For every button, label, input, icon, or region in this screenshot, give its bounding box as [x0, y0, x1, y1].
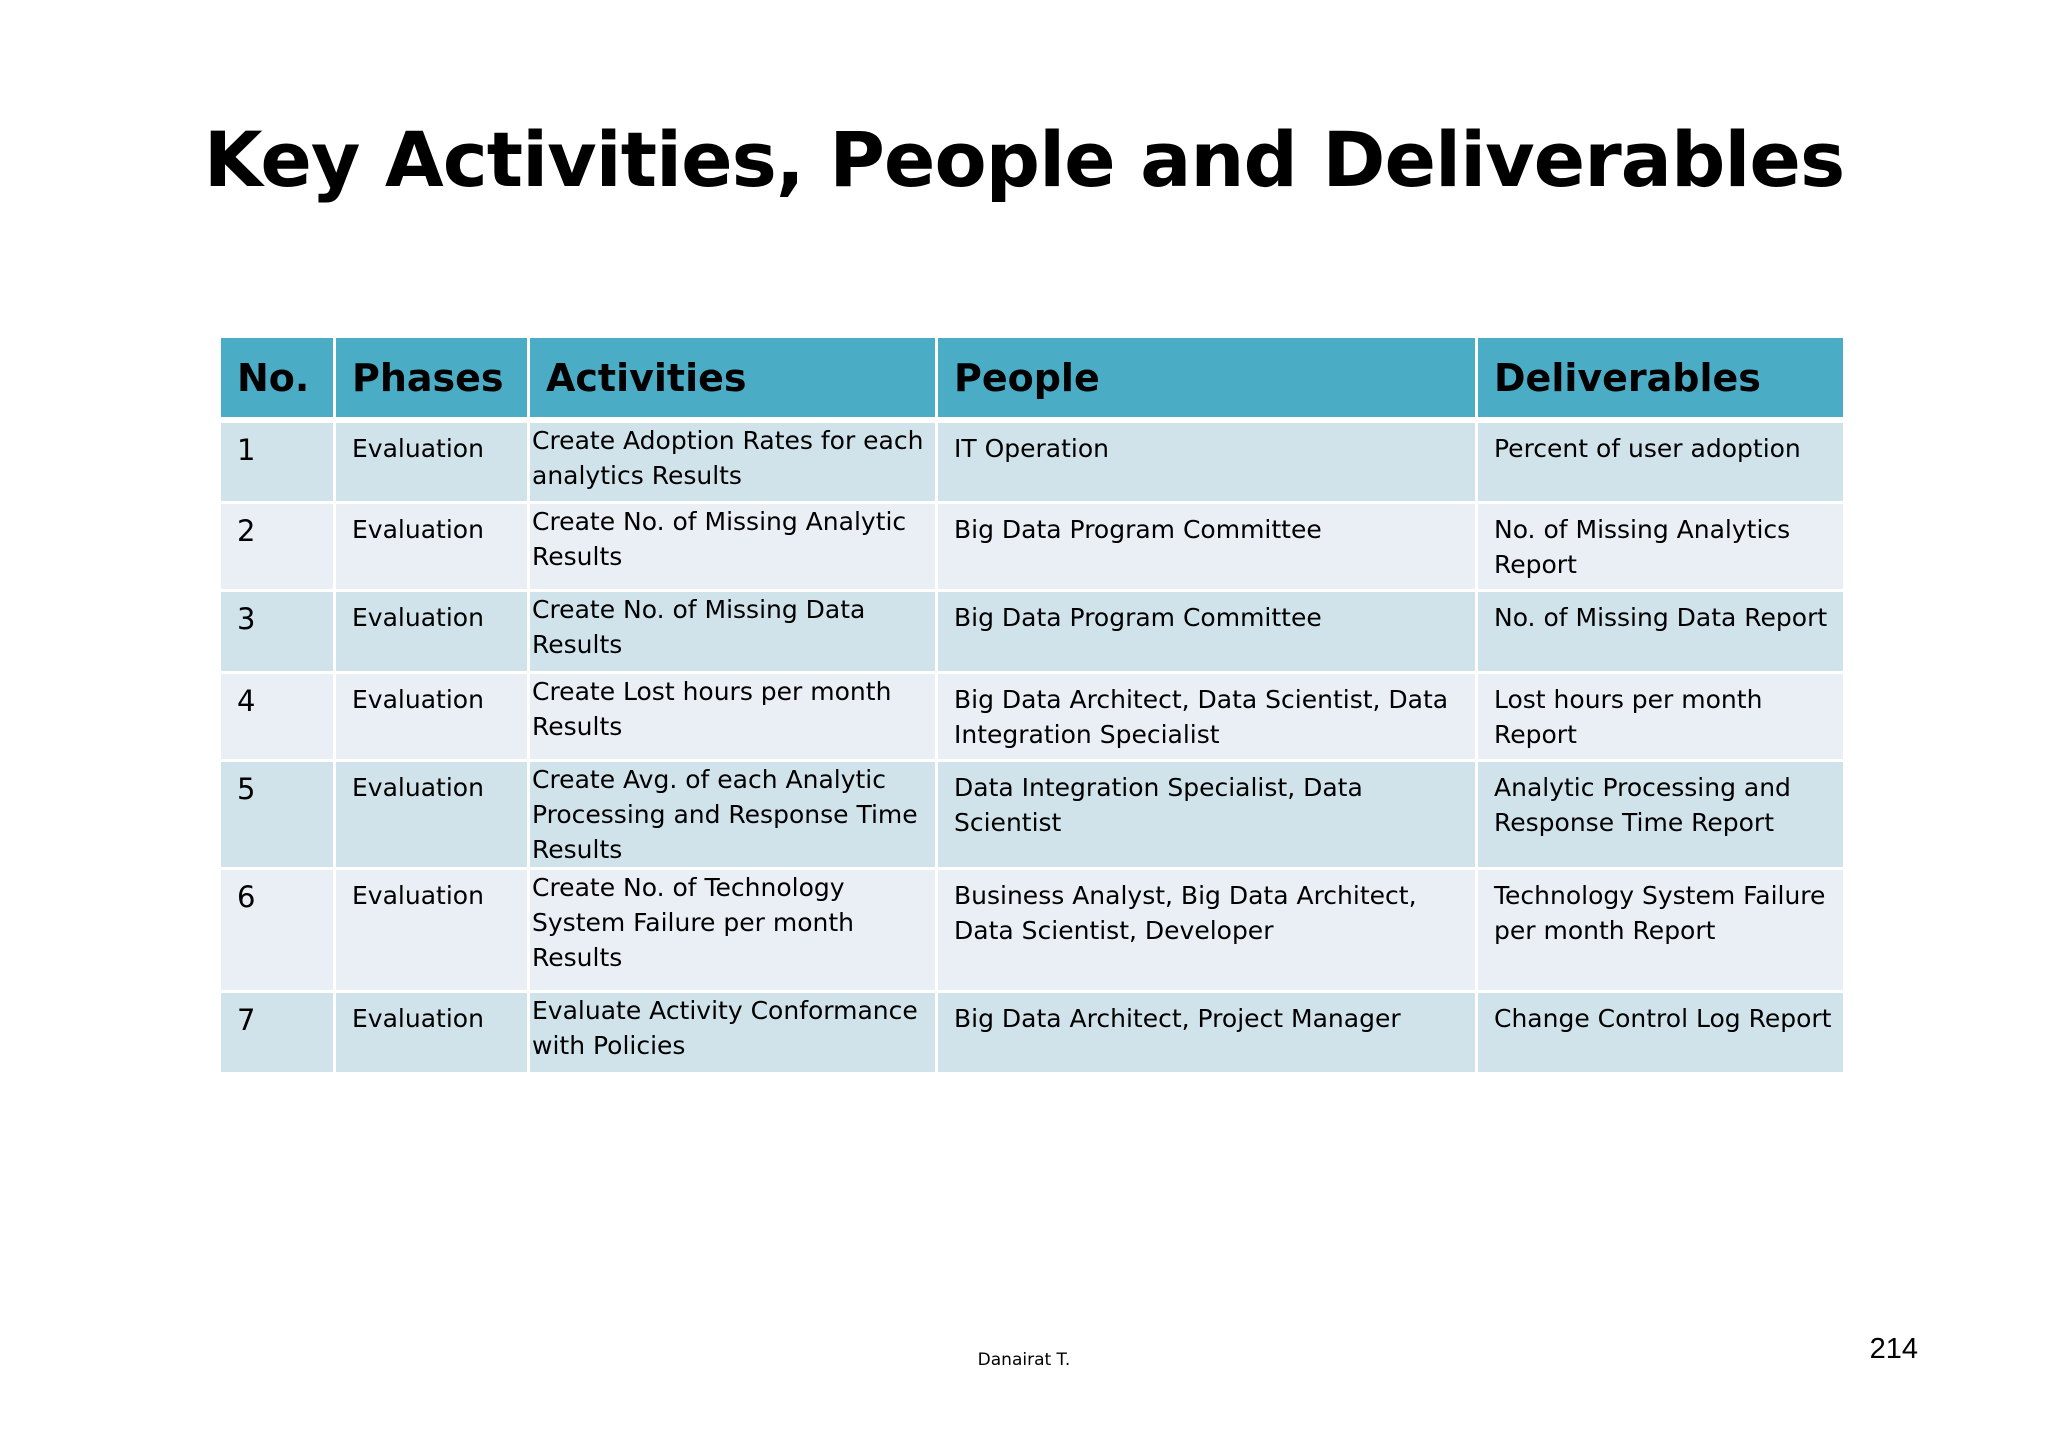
- cell-activity: Create Avg. of each Analytic Processing and Response Time Results: [529, 760, 937, 868]
- cell-people: Big Data Program Committee: [937, 502, 1477, 590]
- table-row: [220, 502, 1845, 590]
- header-phases: Phases: [335, 338, 529, 420]
- cell-activity: Create No. of Technology System Failure per month Results: [529, 868, 937, 991]
- header-deliverables: Deliverables: [1477, 338, 1845, 420]
- cell-no: 4: [220, 672, 335, 760]
- table-row: [220, 672, 1845, 760]
- table-row: [220, 868, 1845, 991]
- table-header-row: [220, 338, 1845, 420]
- cell-deliverable: Analytic Processing and Response Time Report: [1477, 760, 1845, 868]
- cell-people: Big Data Architect, Project Manager: [937, 991, 1477, 1073]
- cell-phase: Evaluation: [335, 420, 529, 502]
- table-row: [220, 991, 1845, 1073]
- cell-activity: Create No. of Missing Analytic Results: [529, 502, 937, 590]
- cell-activity: Create No. of Missing Data Results: [529, 590, 937, 672]
- cell-activity: Evaluate Activity Conformance with Policies: [529, 991, 937, 1073]
- cell-deliverable: No. of Missing Analytics Report: [1477, 502, 1845, 590]
- cell-deliverable: Lost hours per month Report: [1477, 672, 1845, 760]
- cell-people: Data Integration Specialist, Data Scientist: [937, 760, 1477, 868]
- cell-phase: Evaluation: [335, 502, 529, 590]
- cell-activity: Create Adoption Rates for each analytics Results: [529, 420, 937, 502]
- cell-no: 6: [220, 868, 335, 991]
- header-no: No.: [220, 338, 335, 420]
- table-row: [220, 590, 1845, 672]
- cell-phase: Evaluation: [335, 991, 529, 1073]
- cell-no: 7: [220, 991, 335, 1073]
- table-row: [220, 420, 1845, 502]
- cell-no: 1: [220, 420, 335, 502]
- cell-deliverable: Technology System Failure per month Report: [1477, 868, 1845, 991]
- cell-no: 3: [220, 590, 335, 672]
- activities-table: [218, 338, 1846, 1075]
- cell-people: IT Operation: [937, 420, 1477, 502]
- page-number: 214: [1869, 1333, 1918, 1365]
- cell-phase: Evaluation: [335, 868, 529, 991]
- table-row: [220, 760, 1845, 868]
- cell-deliverable: No. of Missing Data Report: [1477, 590, 1845, 672]
- cell-deliverable: Percent of user adoption: [1477, 420, 1845, 502]
- activities-table-container: [218, 338, 1843, 1075]
- footer-author: Danairat T.: [977, 1350, 1071, 1370]
- cell-activity: Create Lost hours per month Results: [529, 672, 937, 760]
- cell-no: 2: [220, 502, 335, 590]
- cell-phase: Evaluation: [335, 590, 529, 672]
- cell-phase: Evaluation: [335, 672, 529, 760]
- cell-phase: Evaluation: [335, 760, 529, 868]
- header-people: People: [937, 338, 1477, 420]
- cell-people: Big Data Program Committee: [937, 590, 1477, 672]
- slide-title: Key Activities, People and Deliverables: [203, 115, 1845, 204]
- cell-people: Business Analyst, Big Data Architect, Data Scientist, Developer: [937, 868, 1477, 991]
- cell-deliverable: Change Control Log Report: [1477, 991, 1845, 1073]
- header-activities: Activities: [529, 338, 937, 420]
- cell-people: Big Data Architect, Data Scientist, Data Integration Specialist: [937, 672, 1477, 760]
- cell-no: 5: [220, 760, 335, 868]
